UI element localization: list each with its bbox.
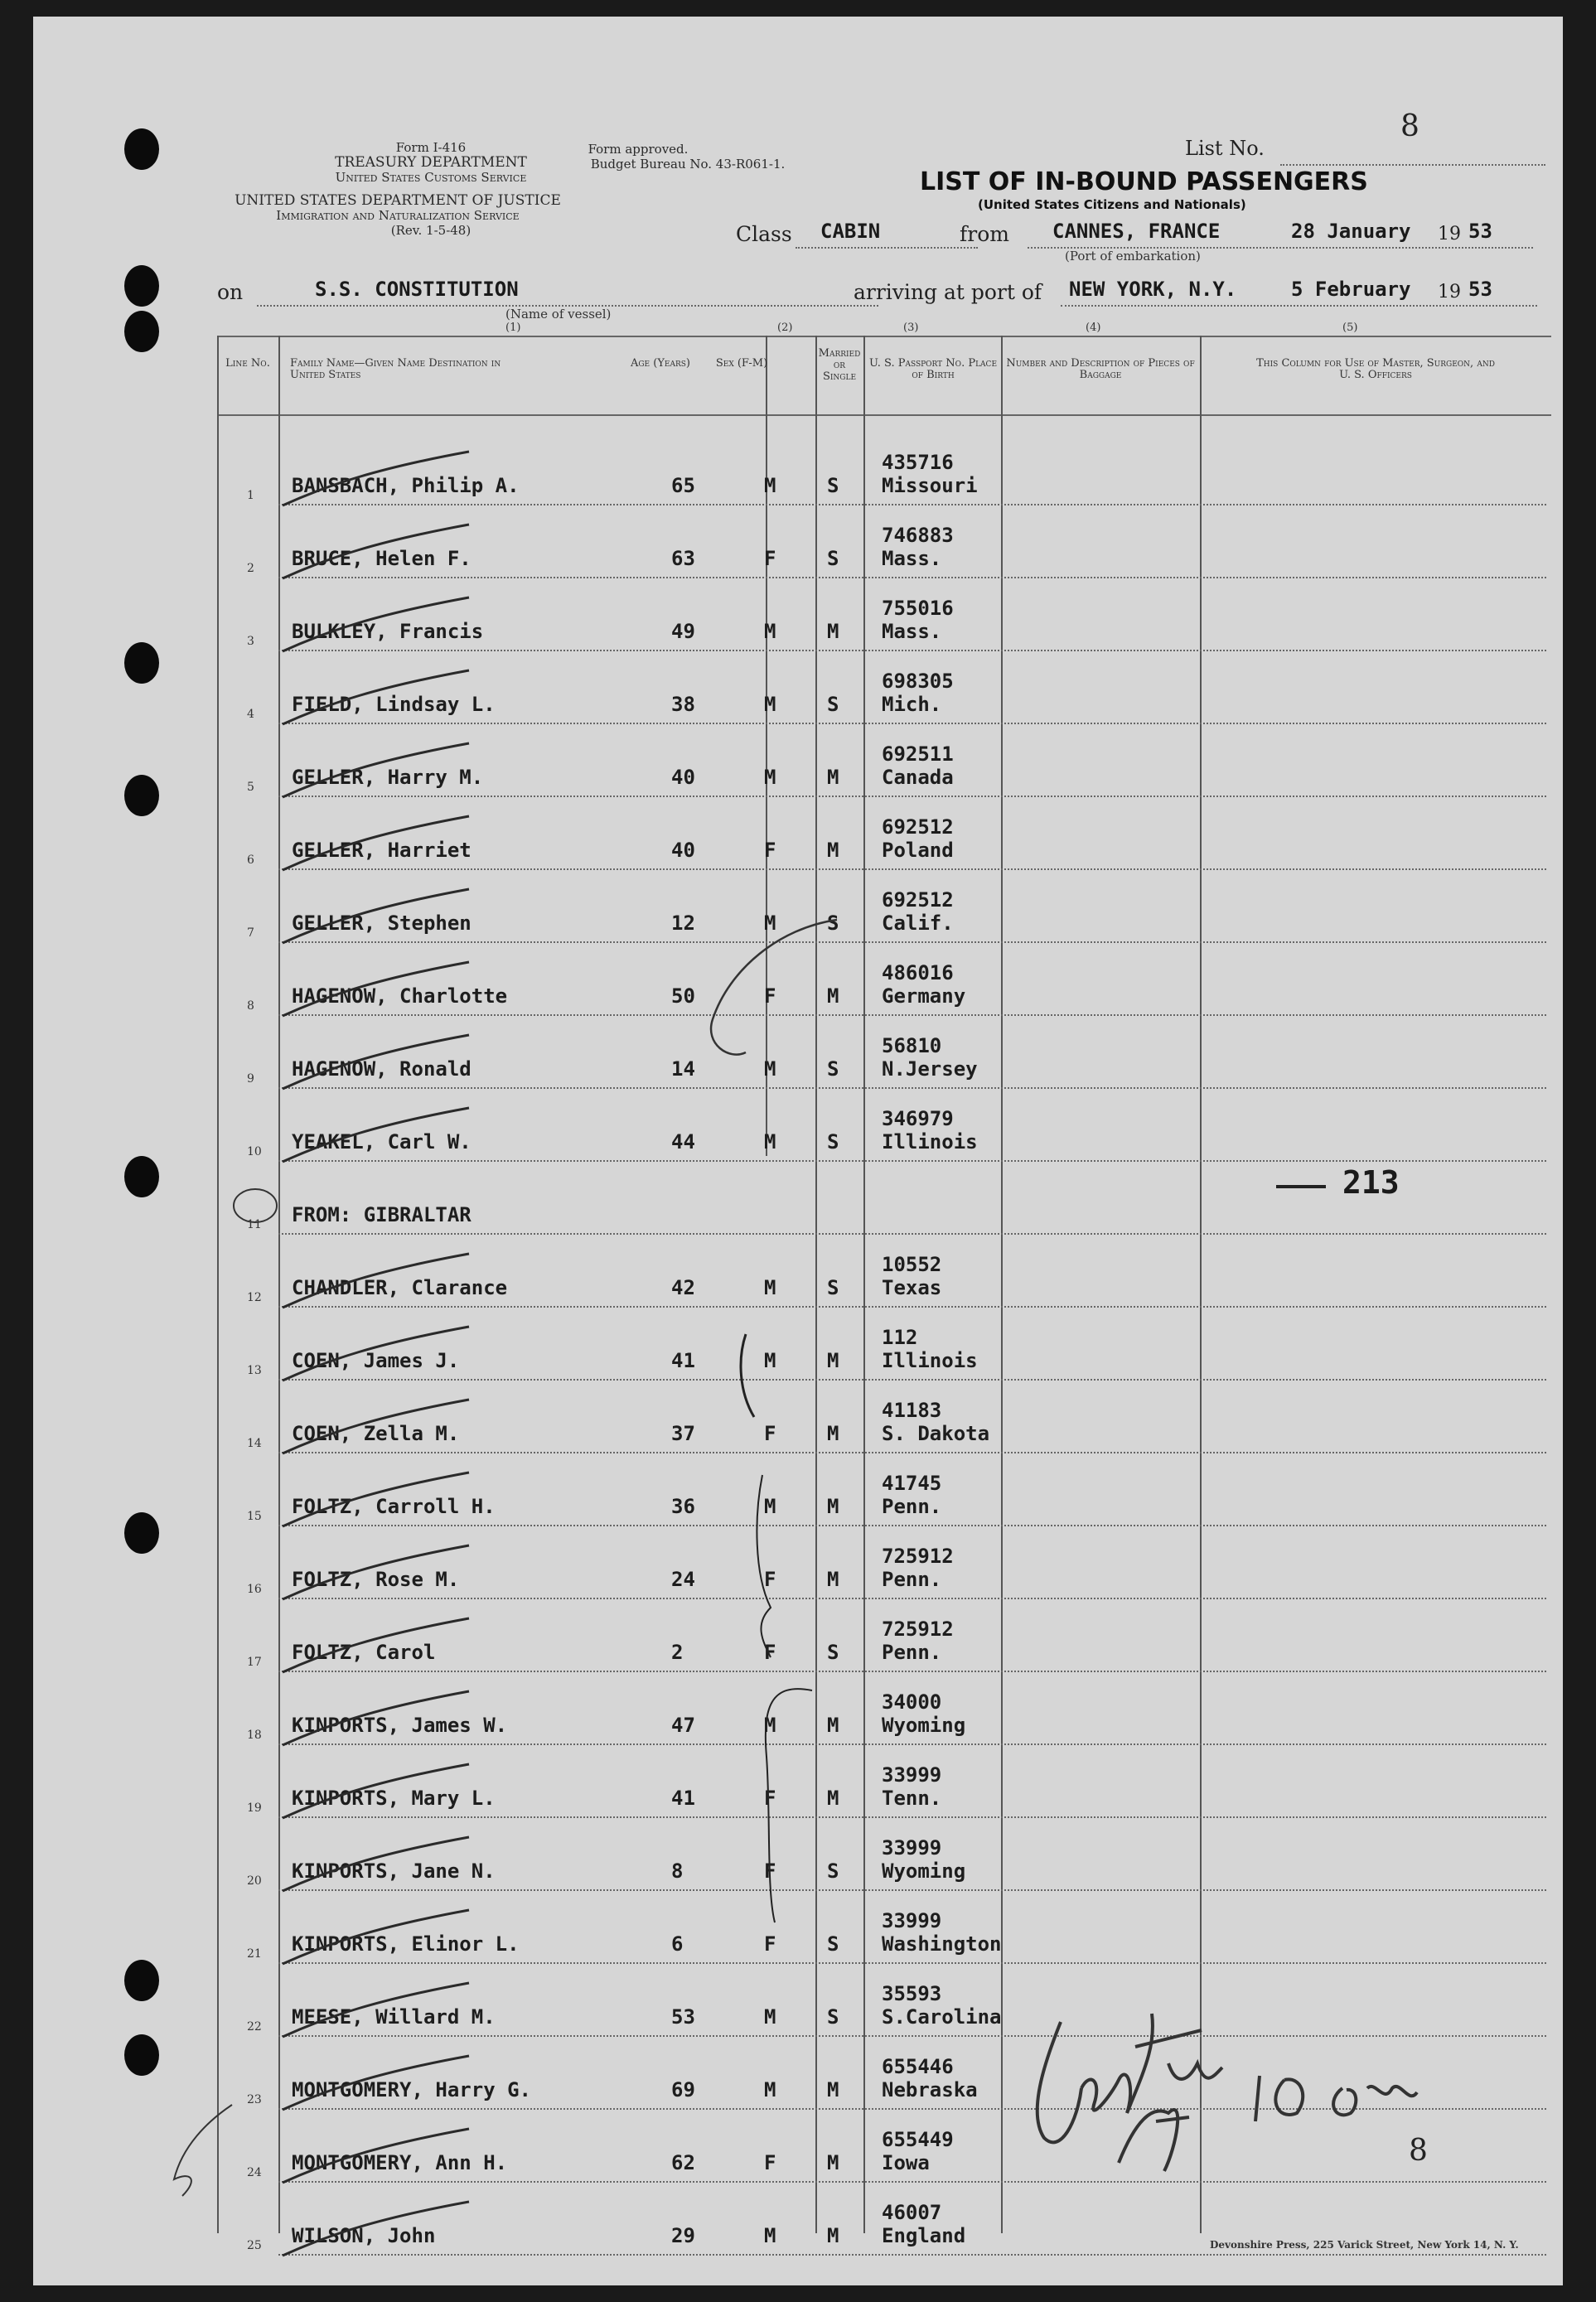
passenger-sex: M	[764, 1130, 776, 1153]
vessel-note: (Name of vessel)	[505, 307, 612, 322]
passenger-age: 47	[671, 1714, 695, 1737]
passenger-marital: M	[827, 984, 839, 1008]
row-rule	[278, 2108, 1546, 2110]
passenger-marital: S	[827, 1276, 839, 1299]
place-of-birth: S.Carolina	[882, 2005, 1002, 2029]
punch-hole	[124, 1156, 159, 1197]
line-number: 15	[247, 1510, 262, 1523]
officer-note-dash	[1276, 1185, 1326, 1188]
punch-hole	[124, 128, 159, 170]
place-of-birth: S. Dakota	[882, 1422, 990, 1445]
place-of-birth: Iowa	[882, 2151, 930, 2174]
passenger-age: 50	[671, 984, 695, 1008]
line-number: 8	[247, 999, 254, 1013]
passenger-marital: S	[827, 474, 839, 497]
col-rule	[766, 336, 767, 1156]
manifest-sheet	[33, 17, 1563, 2285]
line-number: 21	[247, 1947, 262, 1961]
passenger-age: 37	[671, 1422, 695, 1445]
passenger-name: BRUCE, Helen F.	[292, 547, 472, 570]
place-of-birth: Missouri	[882, 474, 978, 497]
passenger-age: 14	[671, 1057, 695, 1081]
page-subtitle: (United States Citizens and Nationals)	[978, 197, 1246, 212]
punch-hole	[124, 311, 159, 352]
passenger-age: 62	[671, 2151, 695, 2174]
passport-number: 33999	[882, 1909, 942, 1932]
passenger-marital: S	[827, 1932, 839, 1956]
passport-number: 692512	[882, 888, 954, 912]
passenger-age: 49	[671, 620, 695, 643]
place-of-birth: Penn.	[882, 1568, 942, 1591]
ins-service: Immigration and Naturalization Service	[276, 208, 520, 223]
row-rule	[278, 941, 1546, 943]
passport-number: 746883	[882, 524, 954, 547]
list-no-label: List No.	[1185, 137, 1265, 160]
passport-number: 755016	[882, 597, 954, 620]
passenger-name: FOLTZ, Rose M.	[292, 1568, 460, 1591]
passenger-marital: S	[827, 1057, 839, 1081]
departure-year-prefix: 19	[1438, 224, 1461, 244]
passport-number: 692512	[882, 815, 954, 839]
passenger-marital: M	[827, 1568, 839, 1591]
passenger-name: KINPORTS, Mary L.	[292, 1787, 496, 1810]
passenger-sex: M	[764, 1714, 776, 1737]
form-approved: Form approved.	[588, 142, 689, 157]
passenger-name: GELLER, Harriet	[292, 839, 472, 862]
departure-date: 28 January	[1291, 220, 1411, 243]
passenger-sex: M	[764, 1057, 776, 1081]
passenger-age: 44	[671, 1130, 695, 1153]
bottom-page-number: 8	[1409, 2134, 1428, 2168]
passenger-marital: M	[827, 620, 839, 643]
passenger-name: WILSON, John	[292, 2224, 436, 2247]
punch-hole	[124, 1960, 159, 2001]
embarkation-port: CANNES, FRANCE	[1052, 220, 1221, 243]
passport-number: 33999	[882, 1763, 942, 1787]
arrival-date: 5 February	[1291, 278, 1411, 301]
place-of-birth: Calif.	[882, 912, 954, 935]
passport-number: 10552	[882, 1253, 942, 1276]
col-rule	[217, 336, 219, 2233]
passenger-age: 6	[671, 1932, 684, 1956]
passenger-sex: F	[764, 1859, 776, 1883]
row-rule	[278, 1452, 1546, 1453]
passenger-sex: F	[764, 2151, 776, 2174]
arrival-year-prefix: 19	[1438, 282, 1461, 302]
place-of-birth: Illinois	[882, 1349, 978, 1372]
list-no-value: 8	[1400, 109, 1419, 143]
revision: (Rev. 1-5-48)	[390, 223, 472, 238]
passport-number: 56810	[882, 1034, 942, 1057]
officer-note: 213	[1342, 1164, 1400, 1201]
embarkation-note: (Port of embarkation)	[1065, 249, 1201, 264]
arrival-year: 53	[1468, 278, 1492, 301]
passenger-sex: M	[764, 2078, 776, 2101]
col-num-4: (4)	[1086, 322, 1101, 334]
line-number: 24	[247, 2166, 262, 2179]
line-number: 2	[247, 562, 254, 575]
place-of-birth: Penn.	[882, 1495, 942, 1518]
row-rule	[278, 1306, 1546, 1308]
line-number: 5	[247, 781, 254, 794]
passenger-marital: S	[827, 1859, 839, 1883]
passenger-marital: M	[827, 2151, 839, 2174]
row-rule	[278, 1889, 1546, 1891]
passenger-marital: S	[827, 2005, 839, 2029]
class-rule	[796, 247, 978, 249]
row-rule	[278, 1233, 1546, 1235]
on-label: on	[217, 280, 244, 304]
row-rule	[278, 1743, 1546, 1745]
row-rule	[278, 796, 1546, 797]
col-rule	[278, 336, 280, 2233]
passenger-sex: F	[764, 1422, 776, 1445]
passport-number: 725912	[882, 1545, 954, 1568]
passenger-marital: M	[827, 1495, 839, 1518]
place-of-birth: England	[882, 2224, 966, 2247]
line-number: 14	[247, 1437, 262, 1450]
place-of-birth: Wyoming	[882, 1714, 966, 1737]
line-number: 10	[247, 1145, 262, 1158]
passenger-sex: M	[764, 912, 776, 935]
line-number: 9	[247, 1072, 254, 1086]
vessel-name: S.S. CONSTITUTION	[315, 278, 519, 301]
passport-number: 435716	[882, 451, 954, 474]
place-of-birth: Canada	[882, 766, 954, 789]
passenger-sex: M	[764, 1276, 776, 1299]
passenger-sex: F	[764, 1641, 776, 1664]
arrival-port: NEW YORK, N.Y.	[1069, 278, 1237, 301]
place-of-birth: Tenn.	[882, 1787, 942, 1810]
passenger-sex: M	[764, 2005, 776, 2029]
passport-number: 33999	[882, 1836, 942, 1859]
printer-footer: Devonshire Press, 225 Varick Street, New York 14, N. Y.	[1210, 2239, 1519, 2251]
passenger-sex: F	[764, 1932, 776, 1956]
passenger-sex: M	[764, 620, 776, 643]
from-label: from	[960, 222, 1009, 246]
passenger-age: 69	[671, 2078, 695, 2101]
punch-hole	[124, 265, 159, 307]
line-number: 1	[247, 489, 254, 502]
class-value: CABIN	[820, 220, 881, 243]
header-age: Age (Years)	[630, 357, 691, 370]
row-rule	[278, 1816, 1546, 1818]
line-number: 13	[247, 1364, 262, 1377]
line-number: 23	[247, 2093, 262, 2106]
line-number: 12	[247, 1291, 262, 1304]
passenger-name: KINPORTS, Jane N.	[292, 1859, 496, 1883]
line-number: 16	[247, 1583, 262, 1596]
passport-number: 486016	[882, 961, 954, 984]
row-rule	[278, 577, 1546, 578]
passport-number: 35593	[882, 1982, 942, 2005]
passenger-age: 40	[671, 839, 695, 862]
place-of-birth: Texas	[882, 1276, 942, 1299]
pencil-bracket-marks	[729, 1326, 829, 1956]
place-of-birth: Washington	[882, 1932, 1002, 1956]
row-rule	[278, 1671, 1546, 1672]
passenger-age: 36	[671, 1495, 695, 1518]
passenger-age: 42	[671, 1276, 695, 1299]
passenger-marital: M	[827, 1714, 839, 1737]
passenger-name: YEAKEL, Carl W.	[292, 1130, 472, 1153]
header-baggage: Number and Description of Pieces of Baggage	[1006, 357, 1195, 381]
passenger-name: FROM: GIBRALTAR	[292, 1203, 472, 1226]
col-num-3: (3)	[903, 322, 919, 334]
passenger-name: MONTGOMERY, Harry G.	[292, 2078, 531, 2101]
passenger-name: GELLER, Harry M.	[292, 766, 484, 789]
passenger-marital: S	[827, 912, 839, 935]
treasury-dept: TREASURY DEPARTMENT	[335, 154, 527, 171]
passenger-age: 63	[671, 547, 695, 570]
line-number: 6	[247, 854, 254, 867]
customs-service: United States Customs Service	[335, 170, 527, 185]
row-rule	[278, 2254, 1546, 2256]
passenger-sex: F	[764, 1568, 776, 1591]
budget-bureau: Budget Bureau No. 43-R061-1.	[590, 157, 786, 172]
col-rule	[863, 336, 865, 2233]
col-rule	[815, 336, 817, 2233]
punch-hole	[124, 642, 159, 684]
departure-year: 53	[1468, 220, 1492, 243]
line-number: 19	[247, 1801, 262, 1815]
passenger-age: 12	[671, 912, 695, 935]
passenger-name: KINPORTS, James W.	[292, 1714, 508, 1737]
passport-number: 46007	[882, 2201, 942, 2224]
arriving-label: arriving at port of	[854, 280, 1042, 304]
header-name: Family Name—Given Name Destination in United States	[290, 357, 501, 381]
passenger-age: 41	[671, 1349, 695, 1372]
row-rule	[278, 2035, 1546, 2037]
list-no-rule	[1280, 164, 1545, 166]
passenger-sex: F	[764, 547, 776, 570]
line-number: 20	[247, 1874, 262, 1888]
passenger-sex: M	[764, 1349, 776, 1372]
line-number: 4	[247, 708, 254, 721]
passenger-sex: M	[764, 1495, 776, 1518]
passenger-name: CHANDLER, Clarance	[292, 1276, 508, 1299]
line-number: 11	[247, 1218, 262, 1231]
line-number: 3	[247, 635, 254, 648]
passenger-sex: M	[764, 474, 776, 497]
passenger-sex: F	[764, 984, 776, 1008]
row-rule	[278, 1379, 1546, 1381]
header-line-no: Line No.	[225, 357, 270, 370]
col-rule	[1200, 336, 1202, 2233]
passenger-marital: M	[827, 839, 839, 862]
row-rule	[278, 1962, 1546, 1964]
passenger-name: FOLTZ, Carol	[292, 1641, 436, 1664]
line-number: 25	[247, 2239, 262, 2252]
place-of-birth: Mass.	[882, 547, 942, 570]
form-number: Form I-416	[395, 140, 467, 155]
header-passport: U. S. Passport No. Place of Birth	[868, 357, 998, 381]
passenger-age: 2	[671, 1641, 684, 1664]
row-rule	[278, 723, 1546, 724]
row-rule	[278, 1525, 1546, 1526]
punch-hole	[124, 2034, 159, 2076]
passenger-name: FIELD, Lindsay L.	[292, 693, 496, 716]
passenger-marital: S	[827, 1641, 839, 1664]
row-rule	[278, 2181, 1546, 2183]
passenger-sex: M	[764, 766, 776, 789]
margin-pencil-mark	[149, 2088, 249, 2204]
header-officers: This Column for Use of Master, Surgeon, and U. S. Officers	[1256, 357, 1495, 381]
col-num-5: (5)	[1342, 322, 1358, 334]
passport-number: 725912	[882, 1618, 954, 1641]
passenger-name: GELLER, Stephen	[292, 912, 472, 935]
row-rule	[278, 1598, 1546, 1599]
header-married: Married or Single	[818, 347, 861, 383]
passenger-sex: M	[764, 693, 776, 716]
place-of-birth: Germany	[882, 984, 966, 1008]
line-number: 7	[247, 926, 254, 940]
justice-dept: UNITED STATES DEPARTMENT OF JUSTICE	[235, 192, 561, 209]
passenger-sex: F	[764, 839, 776, 862]
passenger-name: FOLTZ, Carroll H.	[292, 1495, 496, 1518]
passport-number: 112	[882, 1326, 918, 1349]
passenger-marital: S	[827, 1130, 839, 1153]
row-rule	[278, 1160, 1546, 1162]
col-num-2: (2)	[777, 322, 793, 334]
passenger-marital: M	[827, 2224, 839, 2247]
passenger-marital: S	[827, 547, 839, 570]
punch-hole	[124, 775, 159, 816]
passport-number: 655449	[882, 2128, 954, 2151]
line-number: 17	[247, 1656, 262, 1669]
place-of-birth: Penn.	[882, 1641, 942, 1664]
passenger-age: 24	[671, 1568, 695, 1591]
passenger-name: BULKLEY, Francis	[292, 620, 484, 643]
col-num-1: (1)	[505, 322, 521, 334]
passport-number: 346979	[882, 1107, 954, 1130]
header-sex: Sex (F-M)	[715, 357, 768, 370]
passenger-name: HAGENOW, Ronald	[292, 1057, 472, 1081]
passport-number: 698305	[882, 670, 954, 693]
arrival-rule	[1061, 305, 1537, 307]
place-of-birth: Mass.	[882, 620, 942, 643]
passenger-name: BANSBACH, Philip A.	[292, 474, 520, 497]
passport-number: 41745	[882, 1472, 942, 1495]
line-number: 22	[247, 2020, 262, 2034]
punch-hole	[124, 1512, 159, 1554]
passenger-sex: F	[764, 1787, 776, 1810]
passenger-age: 41	[671, 1787, 695, 1810]
table-head-rule	[217, 414, 1551, 416]
passport-number: 41183	[882, 1399, 942, 1422]
passport-number: 34000	[882, 1690, 942, 1714]
passenger-age: 29	[671, 2224, 695, 2247]
handwritten-signature	[1011, 1997, 1508, 2188]
passenger-age: 8	[671, 1859, 684, 1883]
passenger-marital: M	[827, 1349, 839, 1372]
row-rule	[278, 1087, 1546, 1089]
passenger-age: 38	[671, 693, 695, 716]
place-of-birth: Nebraska	[882, 2078, 978, 2101]
passenger-marital: S	[827, 693, 839, 716]
table-top-rule	[217, 336, 1551, 337]
passenger-marital: M	[827, 766, 839, 789]
passenger-age: 40	[671, 766, 695, 789]
passenger-name: COEN, James J.	[292, 1349, 460, 1372]
row-rule	[278, 868, 1546, 870]
place-of-birth: Illinois	[882, 1130, 978, 1153]
passenger-age: 53	[671, 2005, 695, 2029]
row-rule	[278, 1014, 1546, 1016]
row-rule	[278, 504, 1546, 505]
place-of-birth: Mich.	[882, 693, 942, 716]
line-number: 18	[247, 1729, 262, 1742]
page-title: LIST OF IN-BOUND PASSENGERS	[920, 167, 1368, 196]
place-of-birth: N.Jersey	[882, 1057, 978, 1081]
passenger-name: MEESE, Willard M.	[292, 2005, 496, 2029]
passenger-marital: M	[827, 1787, 839, 1810]
passenger-name: MONTGOMERY, Ann H.	[292, 2151, 508, 2174]
passenger-name: KINPORTS, Elinor L.	[292, 1932, 520, 1956]
passenger-name: COEN, Zella M.	[292, 1422, 460, 1445]
passport-number: 655446	[882, 2055, 954, 2078]
passenger-marital: M	[827, 2078, 839, 2101]
passenger-name: HAGENOW, Charlotte	[292, 984, 508, 1008]
passenger-marital: M	[827, 1422, 839, 1445]
passenger-age: 65	[671, 474, 695, 497]
row-rule	[278, 650, 1546, 651]
place-of-birth: Wyoming	[882, 1859, 966, 1883]
passport-number: 692511	[882, 742, 954, 766]
passenger-sex: M	[764, 2224, 776, 2247]
class-label: Class	[736, 222, 792, 246]
place-of-birth: Poland	[882, 839, 954, 862]
